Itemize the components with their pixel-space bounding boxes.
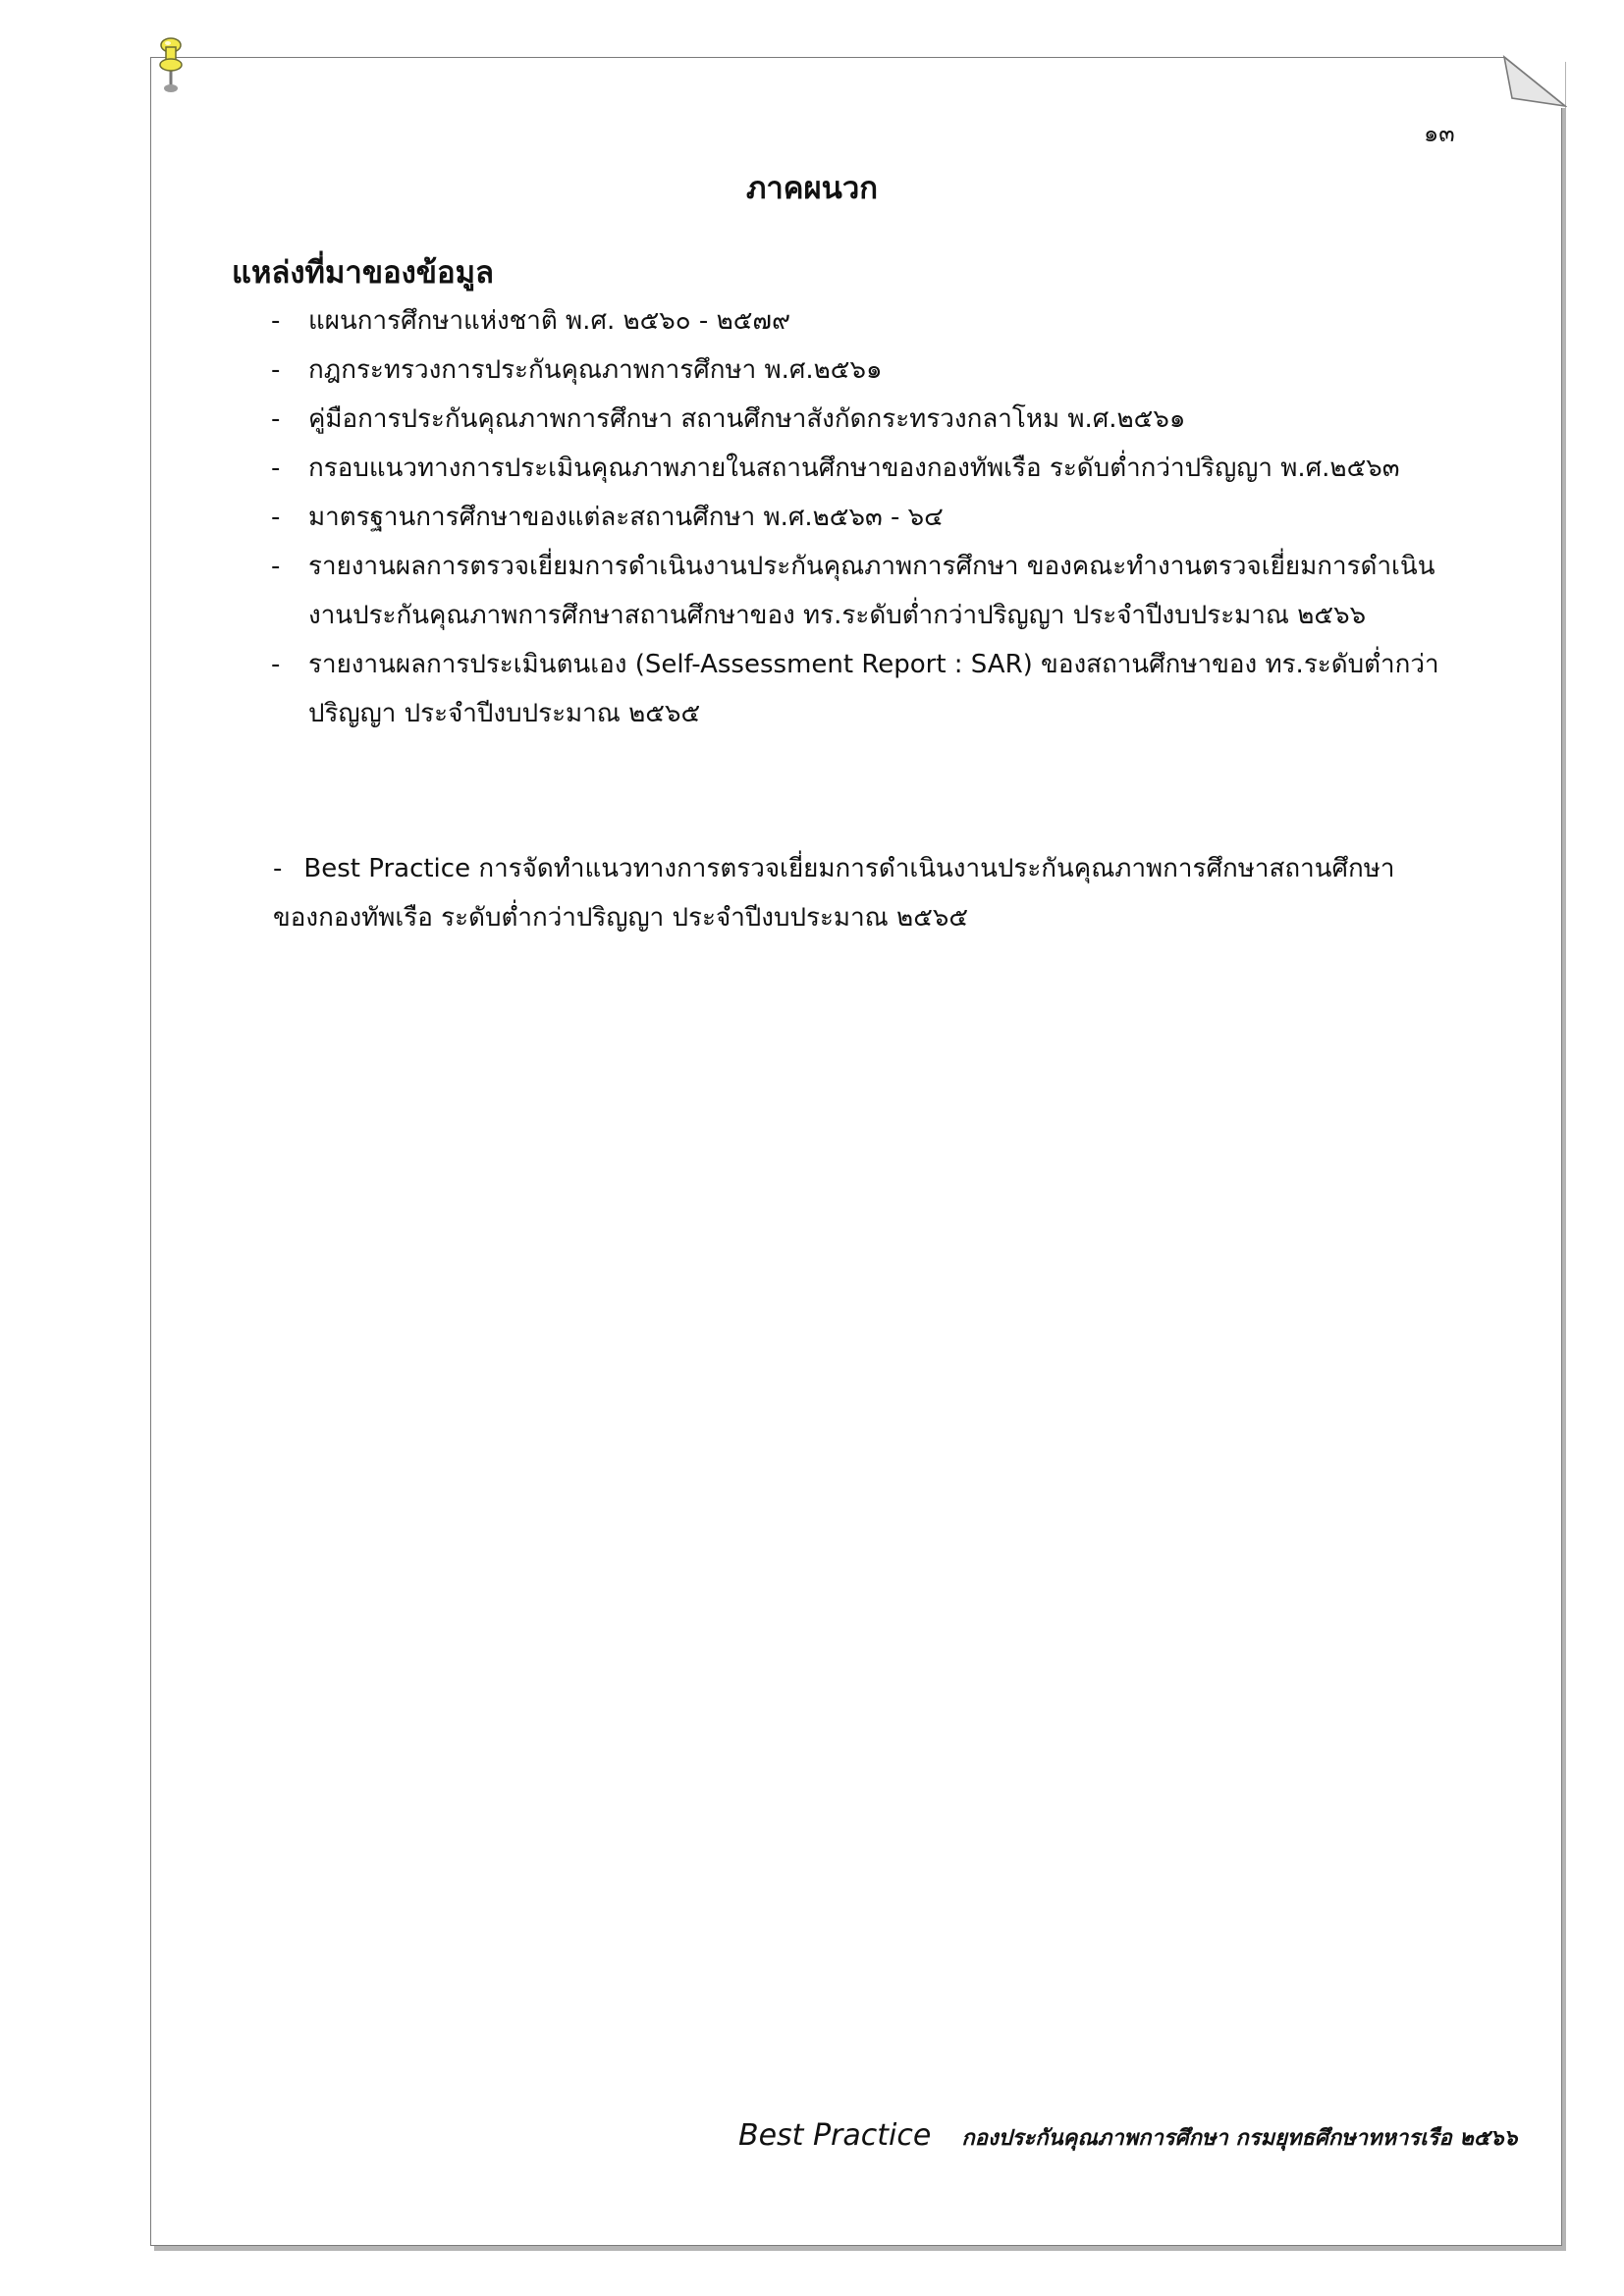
list-bullet: - bbox=[271, 650, 281, 679]
source-text: รายงานผลการประเมินตนเอง (Self-Assessment Report : SAR) ของสถานศึกษาของ ทร.ระดับต่ำกว่าปริญญา ประจำปีงบประมาณ ๒๕๖๕ bbox=[308, 650, 1439, 728]
source-text: แผนการศึกษาแห่งชาติ พ.ศ. ๒๕๖๐ - ๒๕๗๙ bbox=[308, 306, 790, 336]
source-list bbox=[267, 296, 1465, 738]
source-text: กฎกระทรวงการประกันคุณภาพการศึกษา พ.ศ.๒๕๖๑ bbox=[308, 355, 883, 385]
list-item bbox=[267, 444, 1465, 493]
list-bullet: - bbox=[273, 854, 283, 883]
page-number: ๑๓ bbox=[1424, 120, 1455, 147]
list-item bbox=[267, 395, 1465, 444]
list-bullet: - bbox=[271, 503, 281, 532]
list-item bbox=[267, 542, 1465, 640]
page-corner-fold-icon bbox=[1502, 55, 1567, 108]
list-bullet: - bbox=[271, 404, 281, 434]
list-item-best-practice bbox=[273, 844, 1432, 942]
list-item bbox=[267, 493, 1465, 542]
list-item bbox=[267, 640, 1465, 738]
page-title: ภาคผนวก bbox=[745, 171, 879, 206]
source-text: Best Practice การจัดทำแนวทางการตรวจเยี่ยมการดำเนินงานประกันคุณภาพการศึกษาสถานศึกษาของกองทัพเรือ ระดับต่ำกว่าปริญญา ประจำปีงบประมาณ ๒๕๖๕ bbox=[273, 854, 1395, 933]
list-bullet: - bbox=[271, 454, 281, 483]
section-heading: แหล่งที่มาของข้อมูล bbox=[232, 255, 495, 291]
source-text: รายงานผลการตรวจเยี่ยมการดำเนินงานประกันคุณภาพการศึกษา ของคณะทำงานตรวจเยี่ยมการดำเนินงานประกันคุณภาพการศึกษาสถานศึกษาของ ทร.ระดับต่ำกว่าปริญญา ประจำปีงบประมาณ ๒๕๖๖ bbox=[308, 552, 1435, 630]
list-bullet: - bbox=[271, 355, 281, 385]
page-footer bbox=[738, 2118, 1518, 2155]
source-text: มาตรฐานการศึกษาของแต่ละสถานศึกษา พ.ศ.๒๕๖๓ - ๖๔ bbox=[308, 503, 944, 532]
list-item bbox=[267, 346, 1465, 395]
list-bullet: - bbox=[271, 552, 281, 581]
source-text: กรอบแนวทางการประเมินคุณภาพภายในสถานศึกษาของกองทัพเรือ ระดับต่ำกว่าปริญญา พ.ศ.๒๕๖๓ bbox=[308, 454, 1400, 483]
pushpin-icon bbox=[153, 37, 192, 94]
list-bullet: - bbox=[271, 306, 281, 336]
footer-organization: กองประกันคุณภาพการศึกษา กรมยุทธศึกษาทหารเรือ ๒๕๖๖ bbox=[961, 2126, 1518, 2151]
source-text: คู่มือการประกันคุณภาพการศึกษา สถานศึกษาสังกัดกระทรวงกลาโหม พ.ศ.๒๕๖๑ bbox=[308, 404, 1186, 434]
footer-brand: Best Practice bbox=[738, 2118, 932, 2153]
list-item bbox=[267, 296, 1465, 346]
